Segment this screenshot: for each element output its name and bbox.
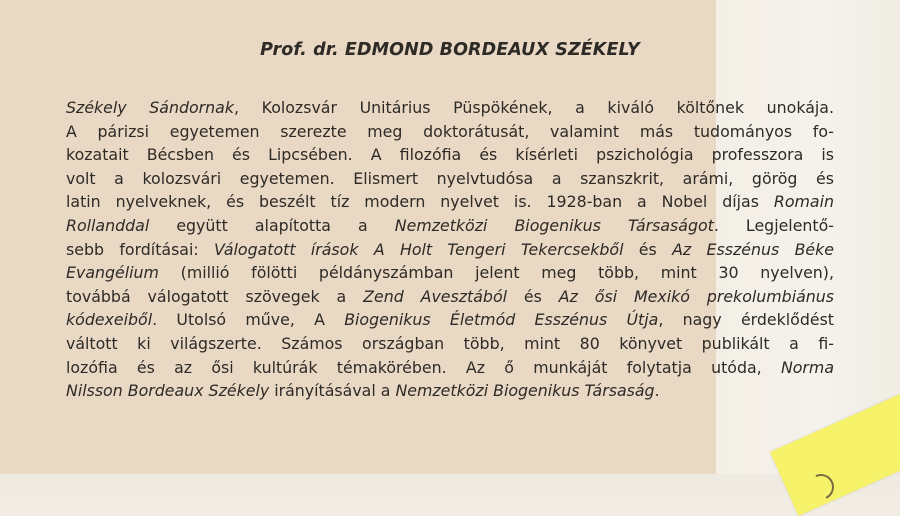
bio-italic-segment: Nemzetközi Biogenikus Társaság — [395, 381, 655, 401]
bio-italic-segment: Az Esszénus Béke — [672, 239, 835, 259]
bio-italic-segment: Válogatott írások A Holt Tengeri Tekercsekből — [214, 239, 624, 259]
bio-line — [66, 190, 834, 214]
bio-text-segment: A párizsi egyetemen szerezte meg doktorátusát, valamint más tudományos fo- — [66, 121, 834, 141]
bio-italic-segment: Nemzetközi Biogenikus Társaságot — [394, 215, 714, 235]
bio-line — [66, 261, 834, 285]
bio-text-segment: irányításával a — [269, 381, 396, 401]
bio-text-segment: . Utolsó műve, A — [152, 310, 345, 330]
bio-italic-segment: Nilsson Bordeaux Székely — [66, 381, 270, 401]
bio-line — [66, 332, 834, 356]
bio-italic-segment: Székely Sándornak — [66, 98, 234, 117]
bio-text-segment: és — [623, 239, 673, 259]
bio-text-segment: és — [507, 286, 559, 306]
bio-text-segment: együtt alapította a — [149, 215, 395, 235]
author-heading: Prof. dr. EDMOND BORDEAUX SZÉKELY — [260, 40, 640, 60]
bio-italic-segment: Biogenikus Életmód Esszénus Útja — [344, 310, 659, 330]
bio-text-segment: , nagy érdeklődést — [658, 310, 835, 330]
bio-text-segment: sebb fordításai: — [66, 239, 215, 259]
bio-line — [66, 143, 834, 167]
bio-line — [66, 167, 834, 191]
bio-text-segment: (millió fölötti példányszámban jelent meg több, mint 30 nyelven), — [158, 263, 834, 283]
bio-line — [66, 356, 834, 380]
bio-italic-segment: Az ősi Mexikó prekolumbiánus — [558, 286, 835, 306]
bio-line — [66, 120, 834, 144]
bio-text-segment: váltott ki világszerte. Számos országban több, mint 80 könyvet publikált a fi- — [66, 333, 834, 353]
bio-italic-segment: Romain — [773, 192, 834, 212]
bio-text-segment: kozatait Bécsben és Lipcsében. A filozófia és kísérleti pszichológia professzora is — [66, 145, 834, 165]
bio-line — [66, 308, 834, 332]
bio-line — [66, 214, 834, 238]
bio-line — [66, 285, 834, 309]
bio-italic-segment: kódexeiből — [66, 310, 153, 330]
bio-italic-segment: Rollanddal — [66, 215, 150, 235]
bio-line — [66, 238, 834, 262]
bio-italic-segment: Evangélium — [66, 263, 159, 283]
bio-text-segment: . Legjelentő- — [713, 215, 834, 235]
bio-text-segment: latin nyelveknek, és beszélt tíz modern nyelvet is. 1928-ban a Nobel díjas — [66, 192, 774, 212]
bio-text-segment: . — [654, 381, 660, 401]
bio-italic-segment: Norma — [780, 357, 834, 377]
page-bottom-strip — [0, 474, 900, 494]
bio-text-segment: lozófia és az ősi kultúrák témakörében. Az ő munkáját folytatja utóda, — [66, 357, 781, 377]
bio-text-segment: , Kolozsvár Unitárius Püspökének, a kiváló költőnek unokája. — [234, 98, 834, 117]
bio-italic-segment: Zend Avesztából — [363, 286, 508, 306]
biography-paragraph — [66, 96, 836, 403]
bio-line — [66, 379, 834, 403]
bio-text-segment: továbbá válogatott szövegek a — [66, 286, 364, 306]
bio-text-segment: volt a kolozsvári egyetemen. Elismert nyelvtudósa a szanszkrit, arámi, görög és — [66, 168, 834, 188]
bio-line — [66, 96, 834, 120]
